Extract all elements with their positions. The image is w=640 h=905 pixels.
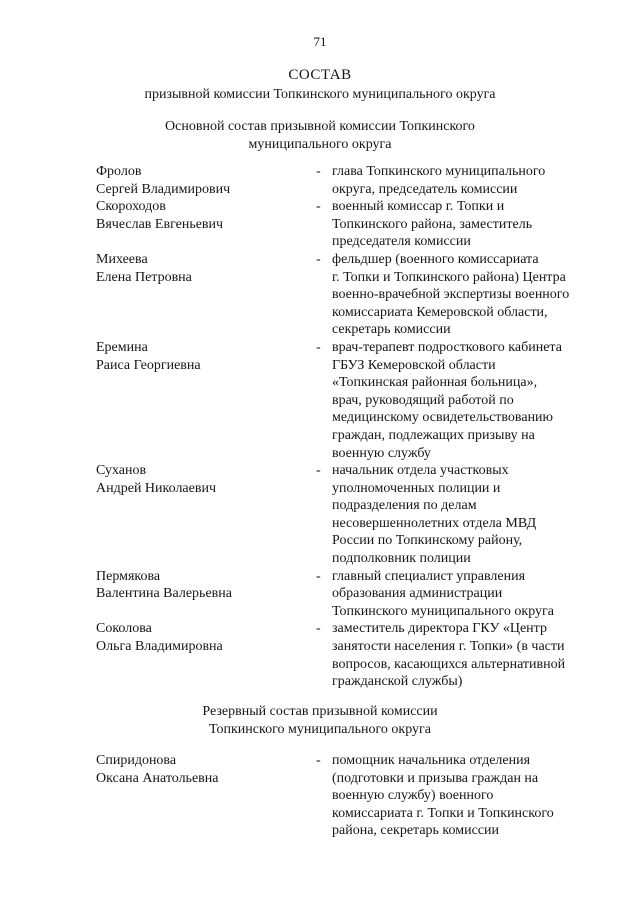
member-name (96, 251, 316, 339)
member-role-line: (подготовки и призыва граждан на (332, 770, 539, 786)
member-name-line: Раиса Георгиевна (96, 357, 201, 373)
member-dash: - (316, 753, 321, 768)
member-entry (96, 163, 596, 198)
member-role-line: заместитель директора ГКУ «Центр (332, 621, 547, 637)
member-role-line: комиссариата Кемеровской области, (332, 304, 548, 320)
member-name-line: Пермякова (96, 568, 161, 584)
member-role-line: главный специалист управления (332, 568, 526, 584)
member-dash: - (316, 463, 321, 479)
reserve-section-heading (60, 703, 580, 739)
member-name-line: Андрей Николаевич (96, 480, 216, 496)
member-name-line: Михеева (96, 251, 148, 267)
member-role-line: вопросов, касающихся альтернативной (332, 656, 566, 672)
member-name-line: Вячеслав Евгеньевич (96, 216, 224, 232)
member-role-line: начальник отдела участковых (332, 463, 509, 479)
member-dash: - (316, 621, 321, 637)
member-dash: - (316, 251, 321, 267)
member-role-line: занятости населения г. Топки» (в части (332, 639, 565, 655)
member-role-line: округа, председатель комиссии (332, 181, 518, 197)
member-name-line: Валентина Валерьевна (96, 586, 232, 602)
member-entry (96, 198, 596, 251)
member-role-line: подполковник полиции (332, 551, 471, 567)
member-role-line: Топкинского района, заместитель (332, 216, 533, 232)
member-name-line: Спиридонова (96, 753, 177, 768)
reserve-section-heading-line: Резервный состав призывной комиссии (202, 704, 438, 719)
member-role (332, 568, 596, 621)
member-role (332, 163, 596, 198)
member-name-line: Ольга Владимировна (96, 639, 223, 655)
member-role-line: подразделения по делам (332, 498, 477, 514)
member-role-line: врач, руководящий работой по (332, 392, 514, 408)
member-name (96, 568, 316, 621)
member-role-line: помощник начальника отделения (332, 753, 531, 768)
member-role-line: несовершеннолетних отдела МВД (332, 515, 537, 531)
member-entry (96, 251, 596, 339)
member-role-line: района, секретарь комиссии (332, 823, 500, 839)
member-role-line: фельдшер (военного комиссариата (332, 251, 539, 267)
member-name (96, 198, 316, 251)
member-name-line: Скороходов (96, 199, 166, 215)
member-name-line: Соколова (96, 621, 152, 637)
member-name-line: Оксана Анатольевна (96, 770, 219, 786)
document-subtitle: призывной комиссии Топкинского муниципального округа (144, 87, 496, 102)
main-section-heading-line: Основной состав призывной комиссии Топкинского (165, 119, 475, 134)
member-name (96, 462, 316, 568)
reserve-section-heading-line: Топкинского муниципального округа (209, 722, 431, 737)
member-name (96, 339, 316, 462)
member-name-line: Суханов (96, 463, 147, 479)
member-role-line: военный комиссар г. Топки и (332, 199, 505, 215)
member-role-line: глава Топкинского муниципального (332, 164, 546, 179)
member-dash: - (316, 199, 321, 215)
member-entry (96, 752, 596, 840)
member-name-line: Елена Петровна (96, 269, 192, 285)
member-role-line: военную службу) военного (332, 788, 494, 804)
document-title: СОСТАВ (288, 67, 352, 83)
reserve-members-list (96, 752, 596, 840)
member-role-line: Топкинского муниципального округа (332, 603, 554, 619)
member-name-line: Фролов (96, 164, 142, 179)
member-name (96, 163, 316, 198)
member-role (332, 752, 596, 840)
member-role-line: военную службу (332, 445, 431, 461)
page-number: 71 (313, 34, 327, 49)
member-entry (96, 462, 596, 568)
member-role (332, 620, 596, 690)
member-role-line: уполномоченных полиции и (332, 480, 501, 496)
member-role (332, 339, 596, 462)
member-dash: - (316, 339, 321, 355)
member-role-line: граждан, подлежащих призыву на (332, 427, 535, 443)
member-role-line: председателя комиссии (332, 234, 471, 250)
member-entry (96, 620, 596, 690)
member-role (332, 462, 596, 568)
member-role-line: врач-терапевт подросткового кабинета (332, 339, 562, 355)
member-role-line: ГБУЗ Кемеровской области (332, 357, 496, 373)
member-role-line: военно-врачебной экспертизы военного (332, 287, 570, 303)
member-dash: - (316, 568, 321, 584)
member-name-line: Сергей Владимирович (96, 181, 231, 197)
member-role-line: г. Топки и Топкинского района) Центра (332, 269, 566, 285)
member-role-line: «Топкинская районная больница», (332, 375, 538, 391)
member-dash: - (316, 164, 321, 179)
member-entry (96, 568, 596, 621)
member-role-line: комиссариата г. Топки и Топкинского (332, 805, 554, 821)
member-name-line: Еремина (96, 339, 148, 355)
member-name (96, 752, 316, 840)
main-members-list (96, 163, 596, 691)
member-role-line: образования администрации (332, 586, 503, 602)
member-role-line: секретарь комиссии (332, 322, 451, 338)
member-role (332, 198, 596, 251)
main-section-heading-line: муниципального округа (248, 137, 392, 152)
member-role-line: медицинскому освидетельствованию (332, 410, 554, 426)
member-role (332, 251, 596, 339)
member-entry (96, 339, 596, 462)
main-section-heading (60, 118, 580, 154)
member-name (96, 620, 316, 690)
member-role-line: России по Топкинскому району, (332, 533, 523, 549)
member-role-line: гражданской службы) (332, 674, 463, 690)
